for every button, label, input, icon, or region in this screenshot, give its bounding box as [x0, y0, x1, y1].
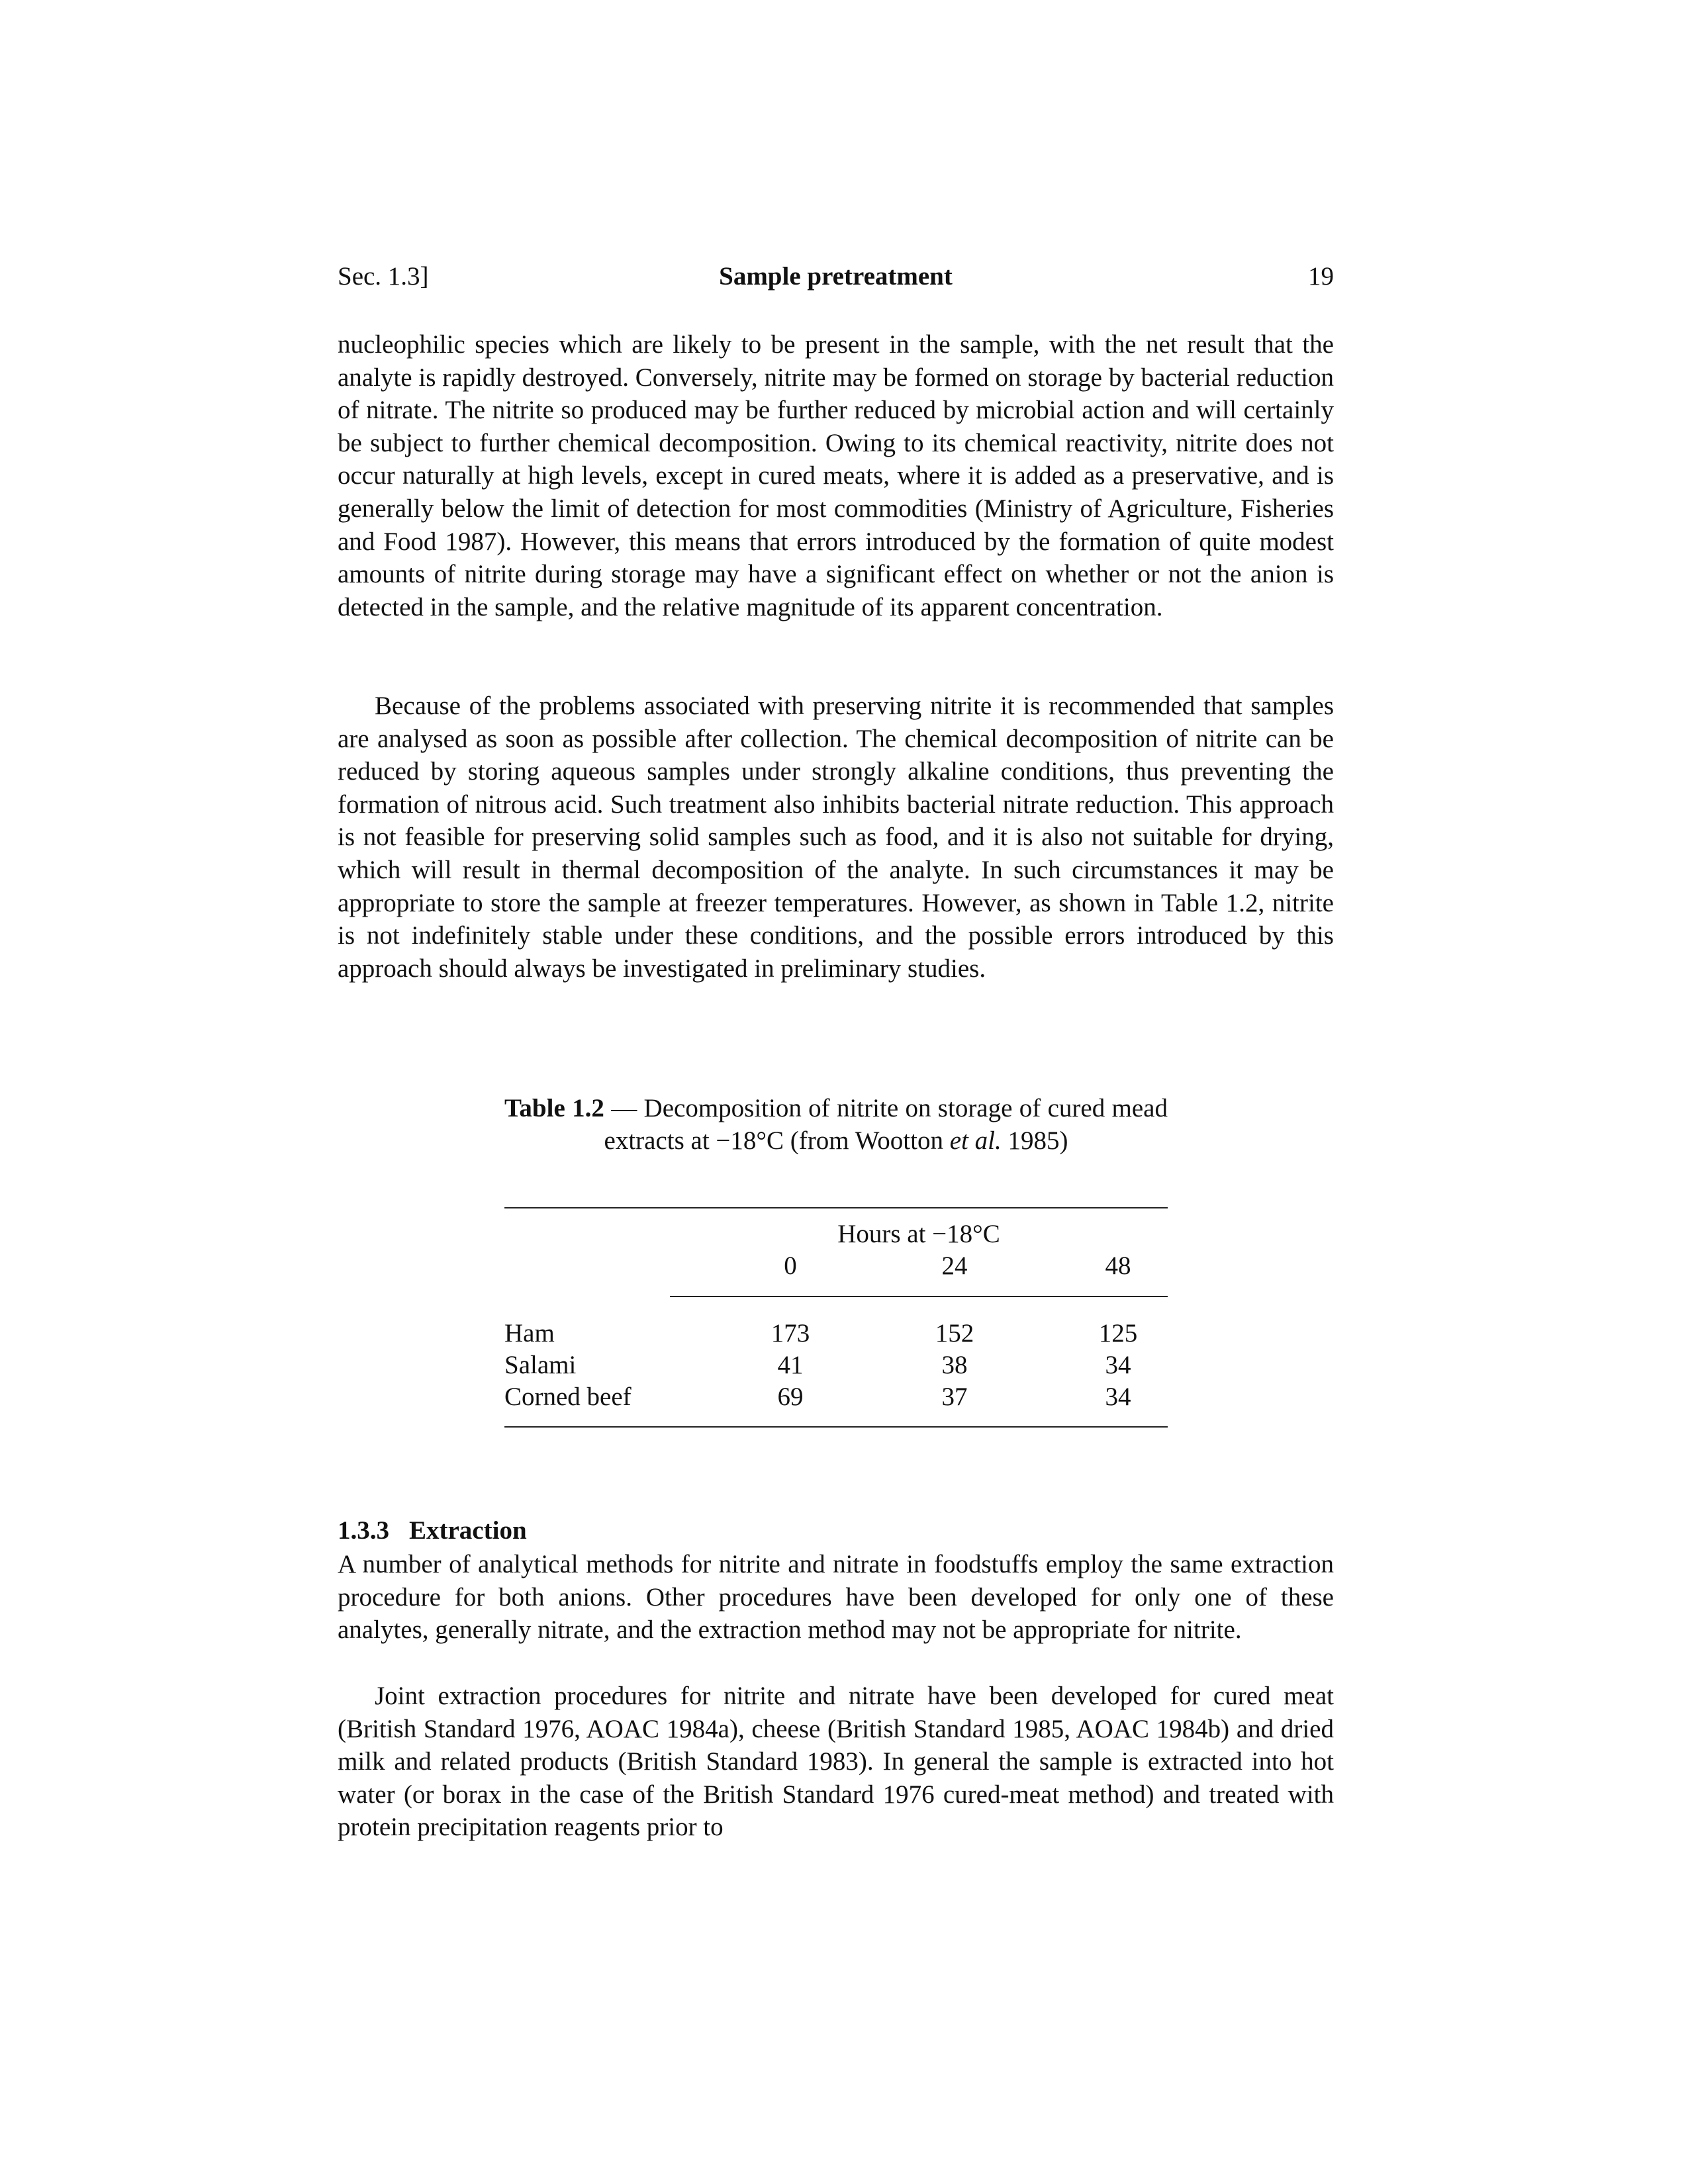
- table-bottom-rule: [504, 1426, 1168, 1428]
- table-cell: 69: [777, 1383, 804, 1411]
- table-cell: 152: [935, 1319, 974, 1347]
- table-group-header: Hours at −18°C: [837, 1220, 1000, 1248]
- table-cell: 173: [771, 1319, 810, 1347]
- body-paragraph-3: A number of analytical methods for nitrite and nitrate in foodstuffs employ the same extraction procedure for both anions. Other procedures have been developed for only one of these analytes, generally nitrate, and the extraction method may not be appropriate for nitrite.: [338, 1550, 1334, 1645]
- table-cell: 41: [777, 1351, 804, 1379]
- table-caption-end: 1985): [1001, 1126, 1068, 1155]
- table-header-rule: [670, 1296, 1168, 1297]
- table-cell: 38: [941, 1351, 968, 1379]
- table-caption-italic: et al.: [949, 1126, 1002, 1155]
- table-cell: 34: [1105, 1383, 1131, 1411]
- table-caption-text: — Decomposition of nitrite on storage of cured mead extracts at −18°C (from Wootton: [604, 1094, 1168, 1155]
- section-heading: [338, 1516, 527, 1545]
- table-1-2: [504, 1092, 1168, 1411]
- row-label: Ham: [504, 1319, 555, 1347]
- column-header-24: 24: [941, 1251, 968, 1280]
- body-paragraph-2: Because of the problems associated with preserving nitrite it is recommended that samples are analysed as soon as possible after collection. The chemical decomposition of nitrite can be reduced by storing aqueous samples under strongly alkaline conditions, thus preventing the formation of nitrous acid. Such treatment also inhibits bacterial nitrate reduction. This approach is not feasible for preserving solid samples such as food, and it is also not suitable for drying, which will result in thermal decomposition of the analyte. In such circumstances it may be appropriate to store the sample at freezer temperatures. However, as shown in Table 1.2, nitrite is not indefinitely stable under these conditions, and the possible errors introduced by this approach should always be investigated in preliminary studies.: [338, 692, 1334, 983]
- section-title: Extraction: [409, 1516, 527, 1545]
- page-number: 19: [1308, 262, 1334, 291]
- column-header-48: 48: [1105, 1251, 1131, 1280]
- table-cell: 37: [941, 1383, 968, 1411]
- table-caption: [504, 1092, 1168, 1157]
- table-label: Table 1.2: [504, 1094, 604, 1122]
- table-cell: 34: [1105, 1351, 1131, 1379]
- body-paragraph-4: Joint extraction procedures for nitrite and nitrate have been developed for cured meat (British Standard 1976, AOAC 1984a), cheese (British Standard 1985, AOAC 1984b) and dried milk and related products (British Standard 1983). In general the sample is extracted into hot water (or borax in the case of the British Standard 1976 cured-meat method) and treated with protein precipitation reagents prior to: [338, 1682, 1334, 1842]
- section-reference: Sec. 1.3]: [338, 262, 429, 291]
- row-label: Corned beef: [504, 1383, 632, 1411]
- table-cell: 125: [1098, 1319, 1138, 1347]
- body-paragraph-1: nucleophilic species which are likely to be present in the sample, with the net result that the analyte is rapidly destroyed. Conversely, nitrite may be formed on storage by bacterial reduction of nitrate. The nitrite so produced may be further reduced by microbial action and will certainly be subject to further chemical decomposition. Owing to its chemical reactivity, nitrite does not occur naturally at high levels, except in cured meats, where it is added as a preservative, and is generally below the limit of detection for most commodities (Ministry of Agriculture, Fisheries and Food 1987). However, this means that errors introduced by the formation of quite modest amounts of nitrite during storage may have a significant effect on whether or not the anion is detected in the sample, and the relative magnitude of its apparent concentration.: [338, 330, 1334, 621]
- table-top-rule: [504, 1207, 1168, 1208]
- row-label: Salami: [504, 1351, 577, 1379]
- chapter-title: Sample pretreatment: [719, 262, 953, 291]
- section-number: 1.3.3: [338, 1516, 389, 1545]
- column-header-0: 0: [784, 1251, 797, 1280]
- running-head: [338, 261, 1334, 301]
